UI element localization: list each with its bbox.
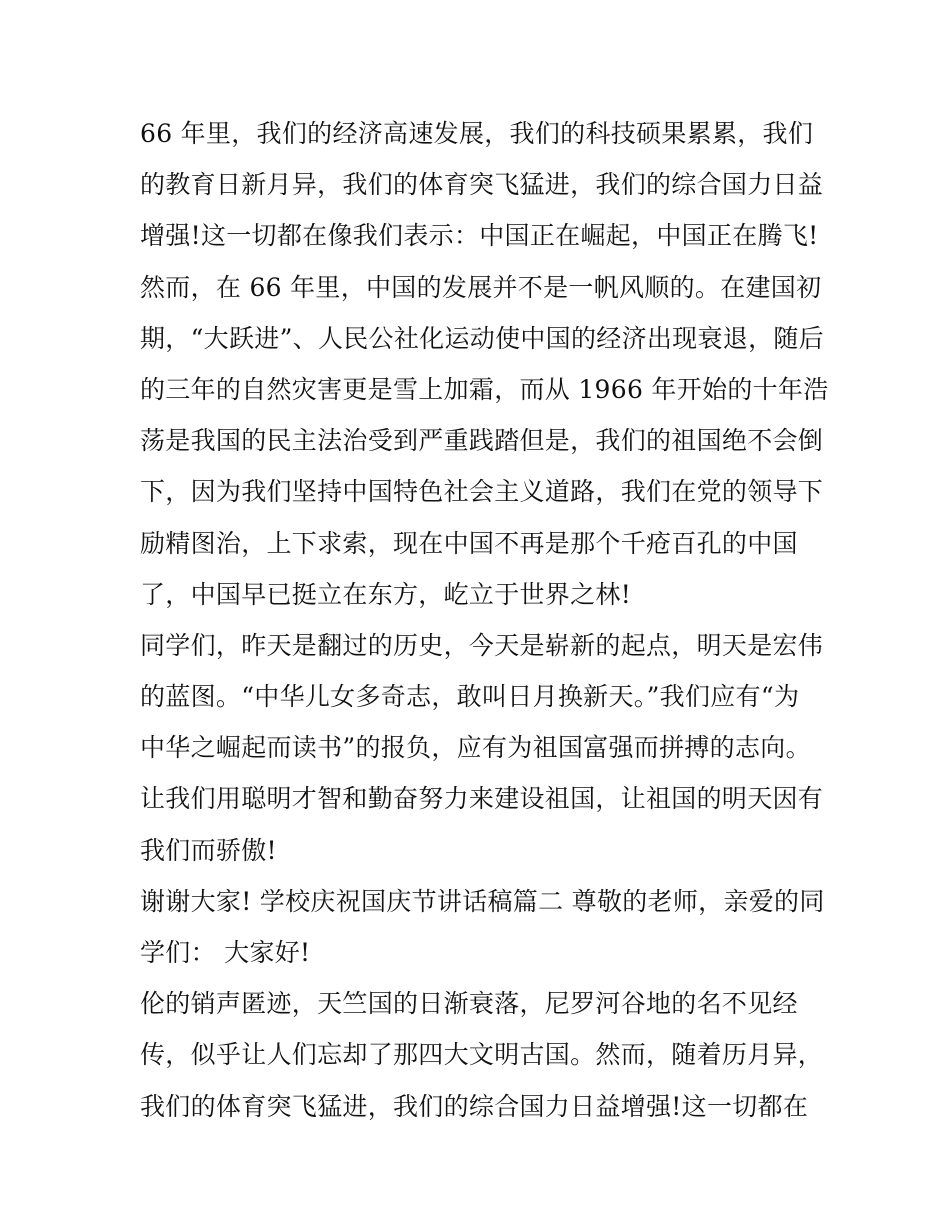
text-line: 的教育日新月异，我们的体育突飞猛进，我们的综合国力日益 bbox=[140, 170, 824, 200]
text-line: 荡是我国的民主法治受到严重践踏但是，我们的祖国绝不会倒 bbox=[140, 426, 824, 456]
text-line: 学们： 大家好! bbox=[140, 938, 311, 967]
text-line: 励精图治，上下求索，现在中国不再是那个千疮百孔的中国 bbox=[140, 528, 798, 558]
text-line: 下，因为我们坚持中国特色社会主义道路，我们在党的领导下 bbox=[140, 477, 824, 507]
text-line: 传，似乎让人们忘却了那四大文明古国。然而，随着历月异， bbox=[140, 1040, 824, 1070]
text-line: 我们的体育突飞猛进，我们的综合国力日益增强!这一切都在 bbox=[140, 1091, 809, 1121]
text-line: 了，中国早已挺立在东方，屹立于世界之林! bbox=[140, 579, 632, 609]
text-line: 期，“大跃进”、人民公社化运动使中国的经济出现衰退，随后 bbox=[140, 323, 824, 353]
text-line: 伦的销声匿迹，天竺国的日渐衰落，尼罗河谷地的名不见经 bbox=[140, 989, 798, 1019]
text-line: 我们而骄傲! bbox=[140, 835, 277, 865]
body-text bbox=[140, 108, 830, 1132]
text-line: 中华之崛起而读书”的报负，应有为祖国富强而拼搏的志向。 bbox=[140, 733, 811, 763]
text-line: 谢谢大家! 学校庆祝国庆节讲话稿篇二 尊敬的老师，亲爱的同 bbox=[140, 886, 825, 916]
text-line: 增强!这一切都在像我们表示：中国正在崛起，中国正在腾飞! bbox=[140, 221, 819, 251]
text-line: 同学们，昨天是翻过的历史，今天是崭新的起点，明天是宏伟 bbox=[140, 630, 824, 660]
text-line: 然而，在 66 年里，中国的发展并不是一帆风顺的。在建国初 bbox=[140, 272, 822, 302]
text-line: 66 年里，我们的经济高速发展，我们的科技硕果累累，我们 bbox=[140, 119, 814, 148]
text-line: 的蓝图。“中华儿女多奇志，敢叫日月换新天。”我们应有“为 bbox=[140, 682, 800, 712]
text-line: 的三年的自然灾害更是雪上加霜，而从 1966 年开始的十年浩 bbox=[140, 374, 829, 404]
text-line: 让我们用聪明才智和勤奋努力来建设祖国，让祖国的明天因有 bbox=[140, 784, 824, 814]
